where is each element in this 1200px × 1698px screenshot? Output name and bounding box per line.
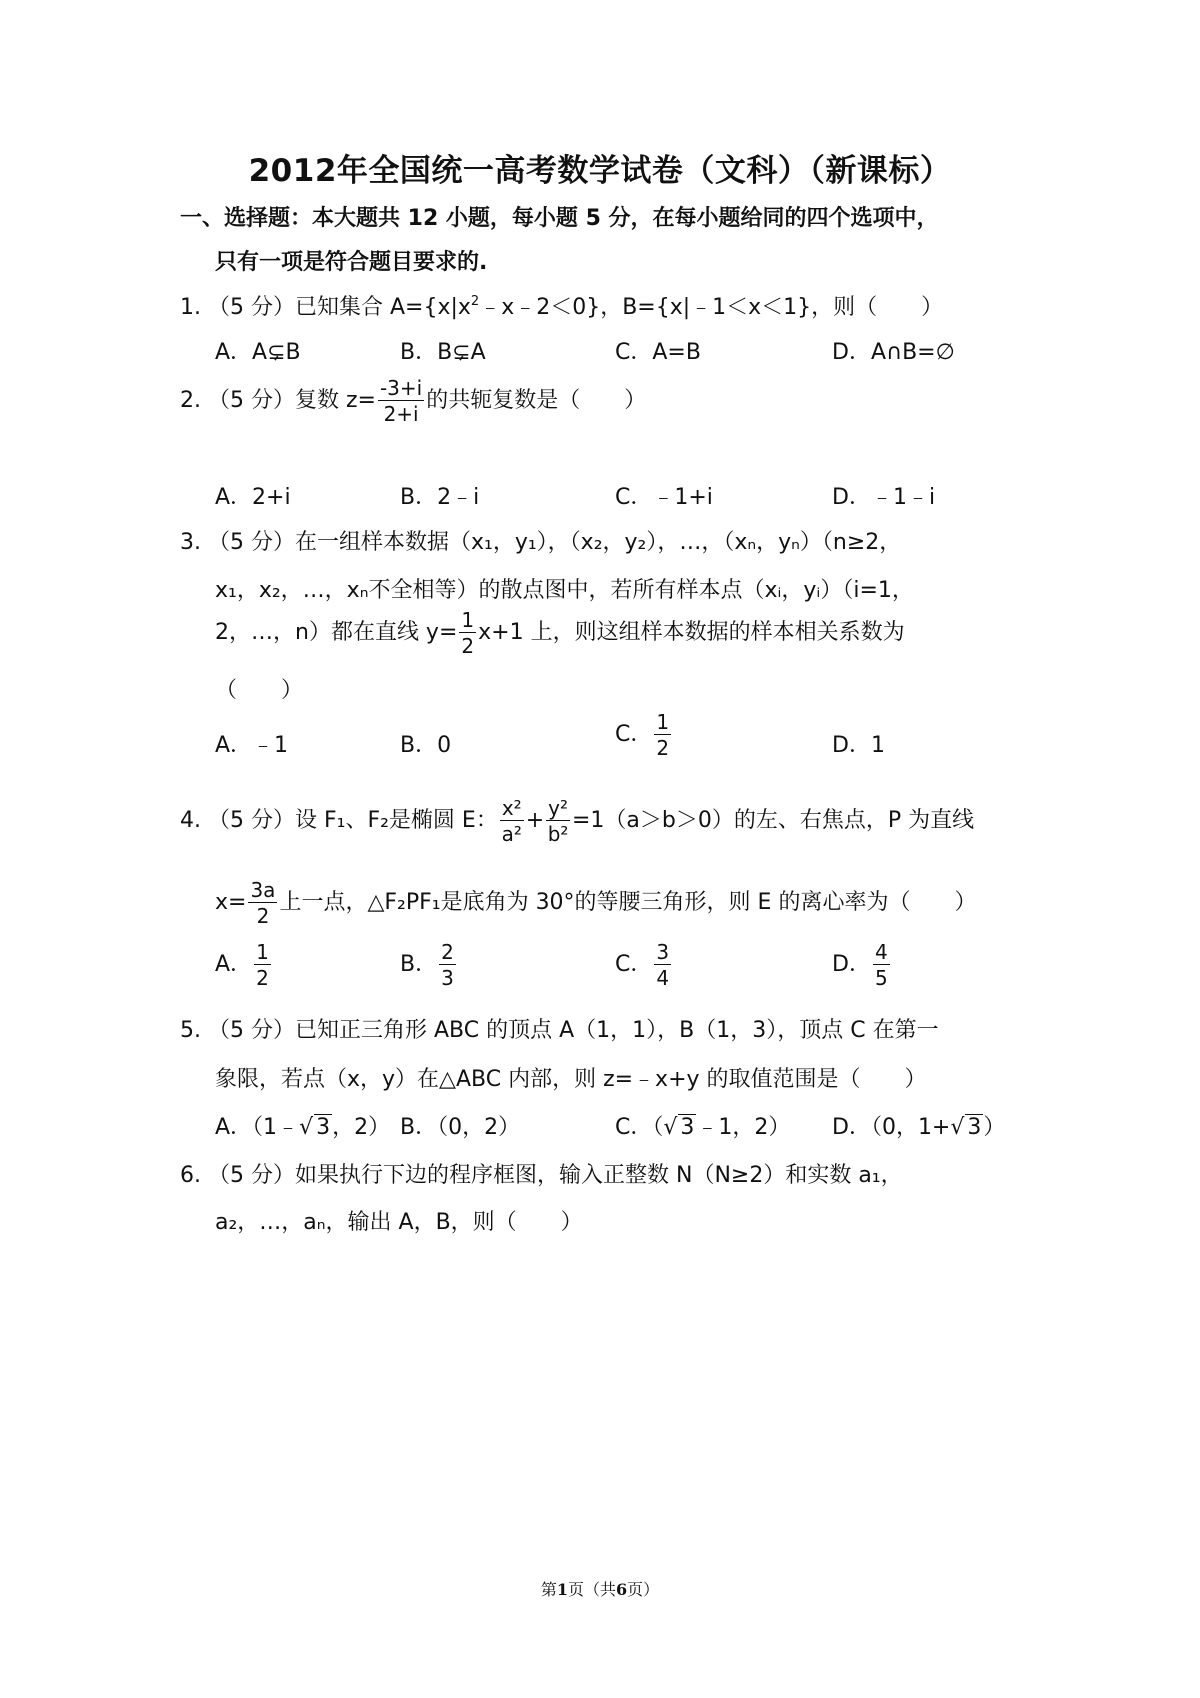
q1-option-c[interactable]: C．A=B: [615, 340, 701, 365]
q4-option-d[interactable]: D． $\frac{4}{5}$: [832, 940, 888, 990]
question-1: [180, 290, 943, 321]
question-3: 3. （5 分）在一组样本数据（x₁，y₁），（x₂，y₂），…，（xₙ，yₙ）（n≥2，: [180, 530, 902, 555]
section-heading-cont: 只有一项是符合题目要求的.: [215, 250, 488, 275]
q5-option-c[interactable]: C．（√ 3﹣1，2）: [615, 1115, 791, 1140]
q5-option-b[interactable]: B．（0，2）: [400, 1115, 521, 1140]
q1-option-d[interactable]: D．A∩B=∅: [832, 340, 955, 365]
q4-line-2: x= $\frac{3a}{2}$ 上一点，△F₂PF₁是底角为 30°的等腰三角形，则 E 的离心率为（ ）: [215, 878, 977, 928]
q4-option-b[interactable]: B． $\frac{2}{3}$: [400, 940, 454, 990]
q6-line-2: a₂，…，aₙ，输出 A，B，则（ ）: [215, 1210, 583, 1235]
q5-option-d[interactable]: D．（0，1+√ 3）: [832, 1115, 1006, 1140]
question-5: 5. （5 分）已知正三角形 ABC 的顶点 A（1，1），B（1，3），顶点 C 在第一: [180, 1018, 939, 1043]
q1-text: （5 分）已知集合 $A=\{x|x^2﹣x﹣2<0\}$，B={x|﹣1＜x＜1}，则（ ）: [208, 294, 944, 320]
q5-line-2: 象限，若点（x，y）在△ABC 内部，则 z=﹣x+y 的取值范围是（ ）: [215, 1067, 927, 1092]
q1-option-a[interactable]: A．A⊊B: [215, 340, 301, 365]
q3-option-a[interactable]: A．﹣1: [215, 733, 289, 758]
q2-option-b[interactable]: B．2﹣i: [400, 485, 480, 510]
q4-option-a[interactable]: A． $\frac{1}{2}$: [215, 940, 269, 990]
q3-option-b[interactable]: B．0: [400, 733, 452, 758]
q2-option-a[interactable]: A．2+i: [215, 485, 291, 510]
q3-option-d[interactable]: D．1: [832, 733, 885, 758]
q2-fraction: $\frac{-3+i}{2+i}$: [379, 376, 423, 426]
page-title: 2012年全国统一高考数学试卷（文科）（新课标）: [248, 153, 952, 189]
page-footer: 第1页（共6页）: [540, 1580, 660, 1599]
question-2: 2. （5 分）复数 z= $\frac{-3+i}{2+i}$ 的共轭复数是（ ）: [180, 376, 647, 426]
q4-option-c[interactable]: C． $\frac{3}{4}$: [615, 940, 670, 990]
q3-line-4: （ ）: [215, 678, 304, 703]
q3-line-2: x₁，x₂，…，xₙ不全相等）的散点图中，若所有样本点（xᵢ，yᵢ）（i=1，: [215, 578, 914, 603]
q3-option-c[interactable]: C． $\frac{1}{2}$: [615, 710, 670, 760]
question-6: 6. （5 分）如果执行下边的程序框图，输入正整数 N（N≥2）和实数 a₁，: [180, 1163, 903, 1188]
q1-number: 1.: [180, 295, 201, 320]
q1-option-b[interactable]: B．B⊊A: [400, 340, 486, 365]
q5-option-a[interactable]: A．（1﹣√ 3，2）: [215, 1115, 391, 1140]
section-heading: 一、选择题：本大题共 12 小题，每小题 5 分，在每小题给同的四个选项中，: [180, 206, 939, 231]
q3-fraction: $\frac{1}{2}$: [461, 608, 475, 658]
q2-option-c[interactable]: C．﹣1+i: [615, 485, 713, 510]
q3-line-3: 2，…，n）都在直线 y= $\frac{1}{2}$ x+1 上，则这组样本数据的样本相关系数为: [215, 608, 905, 658]
question-4: 4. （5 分）设 F₁、F₂是椭圆 E： $\frac{\text{x²}}{\text{a²}}$ + $\frac{\text{y²}}{\text{b²}}$ =1（a＞b＞0）的左、右焦点，P 为直线: [180, 796, 975, 846]
q2-option-d[interactable]: D．﹣1﹣i: [832, 485, 936, 510]
